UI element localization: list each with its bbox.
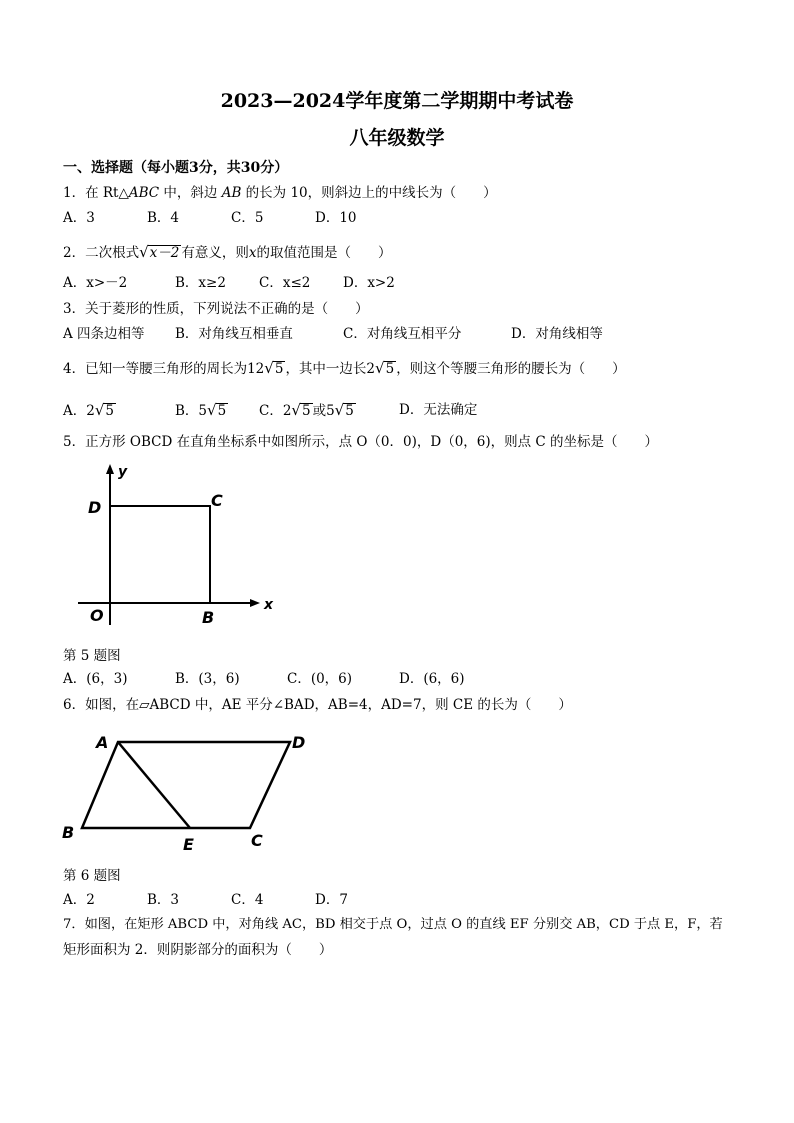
question-3-option-d: D．对角线相等 (511, 326, 603, 342)
label-b: B (62, 823, 75, 842)
question-6-option-a: A．2 (63, 892, 95, 908)
label-y: y (118, 464, 128, 480)
figure-q5-square (62, 458, 282, 630)
label-c: C (211, 491, 223, 510)
exam-title: 2023—2024学年度第二学期期中考试卷 (220, 90, 574, 112)
question-2-option-a: A．x>－2 (63, 275, 128, 291)
figure-6-caption: 第 6 题图 (63, 868, 121, 884)
label-d: D (292, 733, 306, 752)
question-2-option-b: B．x≥2 (175, 275, 226, 291)
y-axis-arrow (106, 464, 114, 474)
question-4-option-d: D．无法确定 (399, 402, 478, 418)
label-c: C (251, 831, 263, 850)
question-3-option-a: A 四条边相等 (63, 326, 145, 342)
question-5-option-d: D．(6，6) (399, 671, 465, 687)
x-axis-arrow (250, 599, 260, 607)
question-5-stem: 5．正方形 OBCD 在直角坐标系中如图所示，点 O（0．0)，D（0，6)，则点 C 的坐标是（ ） (63, 434, 659, 450)
label-a: A (96, 733, 109, 752)
question-3-option-c: C．对角线互相平分 (343, 326, 462, 342)
question-4-stem: 4．已知一等腰三角形的周长为12√5 ，其中一边长2√5 ，则这个等腰三角形的腰长为（ ） (63, 359, 626, 377)
question-3-stem: 3．关于菱形的性质，下列说法不正确的是（ ） (63, 301, 369, 317)
question-1-option-b: B．4 (147, 210, 180, 226)
question-3-option-b: B．对角线互相垂直 (175, 326, 293, 342)
question-7-stem-line1: 7．如图，在矩形 ABCD 中，对角线 AC，BD 相交于点 O，过点 O 的直线 EF 分别交 AB，CD 于点 E，F，若 (63, 917, 723, 932)
figure-5-caption: 第 5 题图 (63, 648, 121, 664)
label-o: O (90, 606, 104, 625)
question-6-option-b: B．3 (147, 892, 180, 908)
label-x: x (264, 597, 274, 613)
label-e: E (183, 835, 194, 854)
question-2-option-d: D．x>2 (343, 275, 395, 291)
question-6-option-c: C．4 (231, 892, 264, 908)
question-4-option-c: C．2√5 或5√5 (259, 401, 354, 419)
question-6-stem: 6．如图，在▱ABCD 中，AE 平分∠BAD，AB=4，AD=7，则 CE 的长为（ ） (63, 697, 572, 713)
question-1-stem: 1．在 Rt△ABC 中，斜边 AB 的长为 10，则斜边上的中线长为（ ） (63, 185, 497, 201)
exam-subtitle: 八年级数学 (349, 127, 445, 149)
label-b: B (202, 608, 215, 627)
parallelogram-abcd (82, 742, 290, 828)
question-5-option-b: B．(3，6) (175, 671, 240, 687)
question-1-option-a: A．3 (63, 210, 95, 226)
question-2-stem: 2．二次根式√x－2 有意义，则x的取值范围是（ ） (63, 243, 392, 261)
segment-ae (118, 742, 190, 828)
sqrt-symbol: √ (139, 243, 149, 261)
label-d: D (88, 498, 102, 517)
question-4-option-b: B．5√5 (175, 401, 227, 419)
question-4-option-a: A．2√5 (63, 401, 114, 419)
question-1-option-d: D．10 (315, 210, 357, 226)
question-6-option-d: D．7 (315, 892, 348, 908)
question-1-option-c: C．5 (231, 210, 264, 226)
question-5-option-c: C．(0，6) (287, 671, 353, 687)
question-7-stem-line2: 矩形面积为 2．则阴影部分的面积为（ ） (63, 942, 333, 958)
question-2-option-c: C．x≤2 (259, 275, 311, 291)
question-5-option-a: A．(6，3) (63, 671, 128, 687)
section-heading: 一、选择题（每小题3分，共30分） (63, 160, 289, 176)
square-obcd (110, 506, 210, 603)
figure-q6-parallelogram (60, 728, 320, 858)
